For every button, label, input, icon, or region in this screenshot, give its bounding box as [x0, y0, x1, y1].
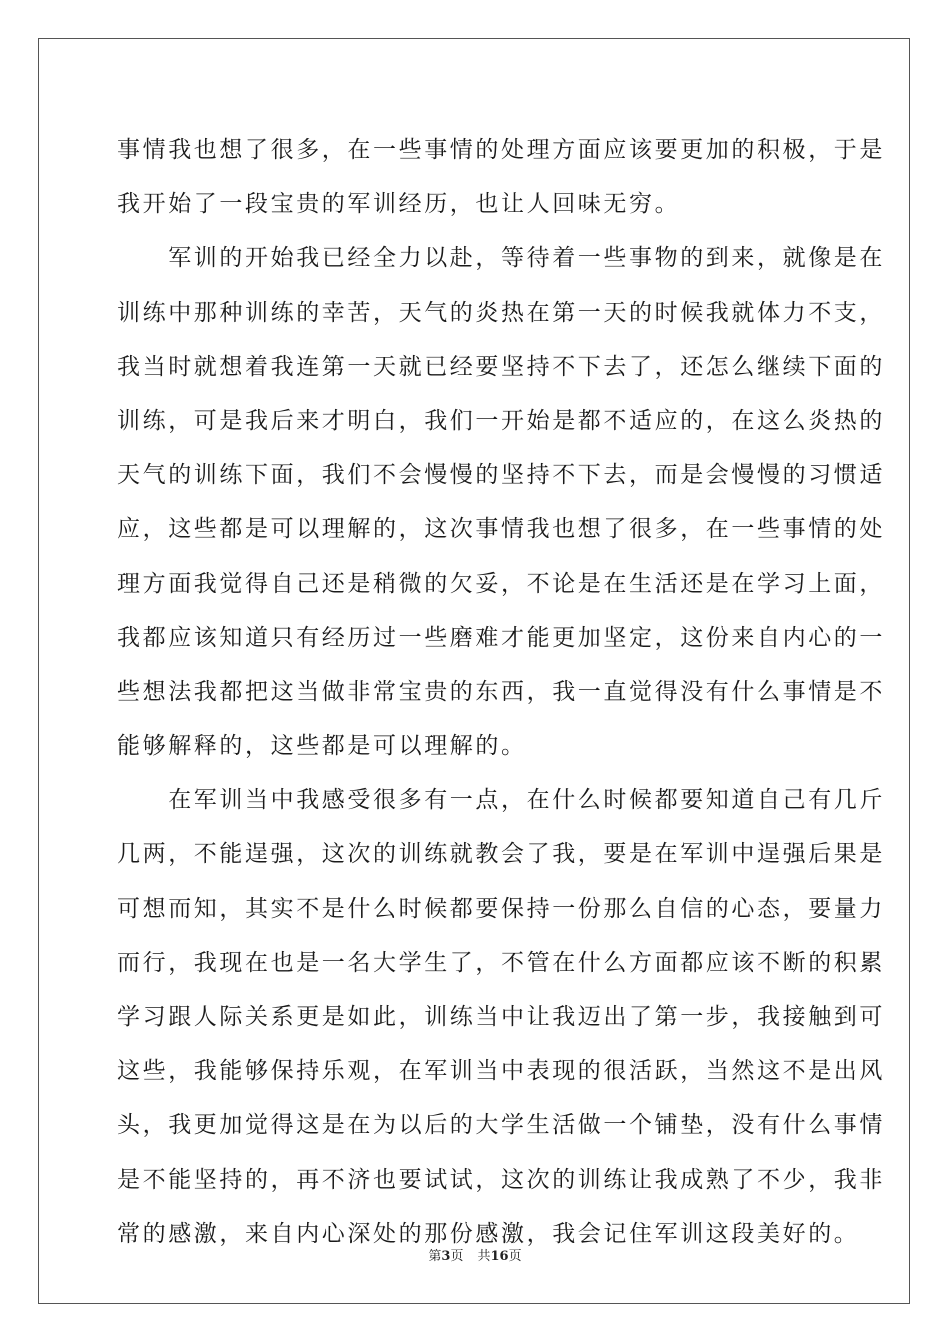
text-line: 头，我更加觉得这是在为以后的大学生活做一个铺垫，没有什么事情 — [117, 1112, 885, 1139]
text-line: 而行，我现在也是一名大学生了，不管在什么方面都应该不断的积累 — [117, 949, 885, 976]
text-line: 军训的开始我已经全力以赴，等待着一些事物的到来，就像是在 — [117, 245, 885, 272]
text-line: 训练中那种训练的幸苦，天气的炎热在第一天的时候我就体力不支， — [117, 299, 885, 326]
text-line: 学习跟人际关系更是如此，训练当中让我迈出了第一步，我接触到可 — [117, 1004, 885, 1030]
total-suffix: 页 — [508, 1249, 522, 1264]
text-line: 应，这些都是可以理解的，这次事情我也想了很多，在一些事情的处 — [117, 516, 885, 543]
text-line: 训练，可是我后来才明白，我们一开始是都不适应的，在这么炎热的 — [117, 407, 885, 434]
total-prefix: 共 — [477, 1249, 491, 1264]
text-line: 天气的训练下面，我们不会慢慢的坚持不下去，而是会慢慢的习惯适 — [117, 462, 885, 489]
text-line: 可想而知，其实不是什么时候都要保持一份那么自信的心态，要量力 — [117, 895, 885, 922]
total-pages-indicator — [477, 1249, 521, 1264]
text-line: 些想法我都把这当做非常宝贵的东西，我一直觉得没有什么事情是不 — [117, 678, 885, 705]
text-line: 在军训当中我感受很多有一点，在什么时候都要知道自己有几斤 — [117, 787, 885, 814]
text-line: 事情我也想了很多，在一些事情的处理方面应该要更加的积极，于是 — [117, 137, 885, 163]
text-line: 常的感激，来自内心深处的那份感激，我会记住军训这段美好的。 — [117, 1220, 860, 1247]
text-line: 这些，我能够保持乐观，在军训当中表现的很活跃，当然这不是出风 — [117, 1058, 885, 1085]
page-footer — [0, 1248, 950, 1266]
total-pages: 16 — [490, 1249, 509, 1264]
text-line: 我开始了一段宝贵的军训经历，也让人回味无穷。 — [117, 191, 681, 218]
text-line: 几两，不能逞强，这次的训练就教会了我，要是在军训中逞强后果是 — [117, 841, 885, 868]
text-line: 理方面我觉得自己还是稍微的欠妥，不论是在生活还是在学习上面， — [117, 570, 885, 597]
document-body — [117, 128, 885, 1266]
text-line: 是不能坚持的，再不济也要试试，这次的训练让我成熟了不少，我非 — [117, 1166, 885, 1193]
text-line: 我都应该知道只有经历过一些磨难才能更加坚定，这份来自内心的一 — [117, 624, 885, 651]
page-prefix: 第 — [428, 1249, 442, 1264]
text-line: 我当时就想着我连第一天就已经要坚持不下去了，还怎么继续下面的 — [117, 353, 885, 380]
page-suffix: 页 — [450, 1249, 464, 1264]
page-indicator — [428, 1249, 463, 1264]
page-number: 3 — [441, 1249, 451, 1264]
text-line: 能够解释的，这些都是可以理解的。 — [117, 733, 527, 760]
